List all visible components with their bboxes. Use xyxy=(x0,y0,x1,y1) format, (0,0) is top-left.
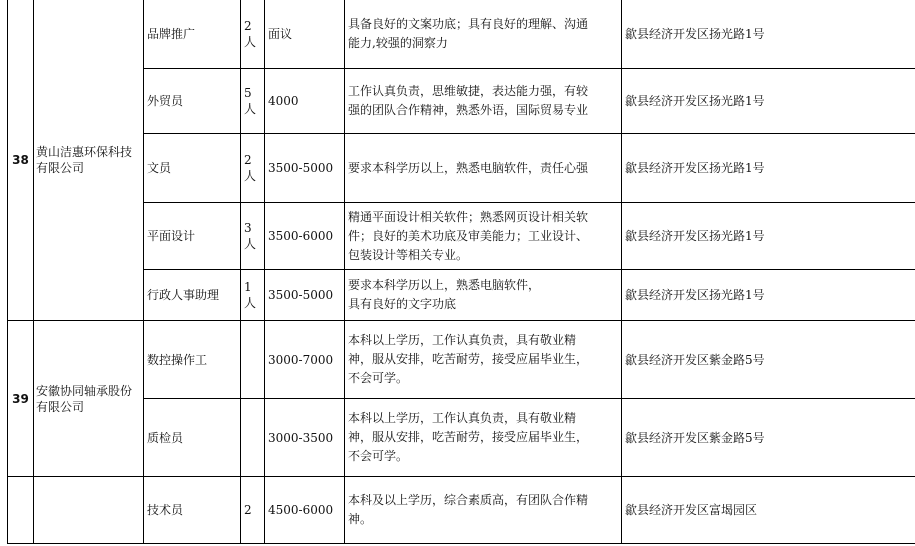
headcount: 1人 xyxy=(241,270,265,321)
job-title: 行政人事助理 xyxy=(144,270,241,321)
table-row xyxy=(8,321,915,399)
address: 歙县经济开发区扬光路1号 xyxy=(622,134,915,203)
salary: 面议 xyxy=(265,0,345,69)
headcount xyxy=(241,321,265,399)
job-title: 品牌推广 xyxy=(144,0,241,69)
headcount: 2 xyxy=(241,477,265,544)
table-row xyxy=(8,134,915,203)
requirements: 要求本科学历以上，熟悉电脑软件，责任心强 xyxy=(345,134,622,203)
address: 歙县经济开发区扬光路1号 xyxy=(622,69,915,134)
company-number xyxy=(8,477,34,544)
table-row xyxy=(8,203,915,270)
address: 歙县经济开发区扬光路1号 xyxy=(622,203,915,270)
requirements: 精通平面设计相关软件；熟悉网页设计相关软 件；良好的美术功底及审美能力；工业设计、 包装设计等相关专业。 xyxy=(345,203,622,270)
salary: 3000-3500 xyxy=(265,399,345,477)
job-title: 数控操作工 xyxy=(144,321,241,399)
headcount xyxy=(241,399,265,477)
requirements: 本科以上学历，工作认真负责，具有敬业精 神，服从安排，吃苦耐劳，接受应届毕业生， 不会可学。 xyxy=(345,399,622,477)
table-row xyxy=(8,477,915,544)
table-row xyxy=(8,0,915,69)
headcount: 2人 xyxy=(241,134,265,203)
company-name xyxy=(34,477,144,544)
address: 歙县经济开发区富堨园区 xyxy=(622,477,915,544)
salary: 4000 xyxy=(265,69,345,134)
headcount: 2人 xyxy=(241,0,265,69)
job-title: 质检员 xyxy=(144,399,241,477)
job-listing-table xyxy=(7,0,915,544)
salary: 3500-6000 xyxy=(265,203,345,270)
salary: 3500-5000 xyxy=(265,270,345,321)
company-name: 黄山洁惠环保科技有限公司 xyxy=(34,0,144,321)
job-title: 外贸员 xyxy=(144,69,241,134)
company-number: 39 xyxy=(8,321,34,477)
requirements: 本科以上学历，工作认真负责，具有敬业精 神，服从安排，吃苦耐劳，接受应届毕业生， 不会可学。 xyxy=(345,321,622,399)
headcount: 3人 xyxy=(241,203,265,270)
table-row xyxy=(8,270,915,321)
requirements: 本科及以上学历，综合素质高，有团队合作精 神。 xyxy=(345,477,622,544)
company-number: 38 xyxy=(8,0,34,321)
address: 歙县经济开发区扬光路1号 xyxy=(622,0,915,69)
table-row xyxy=(8,399,915,477)
requirements: 工作认真负责，思维敏捷，表达能力强，有较 强的团队合作精神，熟悉外语，国际贸易专业 xyxy=(345,69,622,134)
headcount: 5人 xyxy=(241,69,265,134)
address: 歙县经济开发区紫金路5号 xyxy=(622,321,915,399)
requirements: 具备良好的文案功底；具有良好的理解、沟通 能力,较强的洞察力 xyxy=(345,0,622,69)
address: 歙县经济开发区扬光路1号 xyxy=(622,270,915,321)
table-row xyxy=(8,69,915,134)
company-name: 安徽协同轴承股份有限公司 xyxy=(34,321,144,477)
salary: 4500-6000 xyxy=(265,477,345,544)
address: 歙县经济开发区紫金路5号 xyxy=(622,399,915,477)
job-title: 技术员 xyxy=(144,477,241,544)
salary: 3000-7000 xyxy=(265,321,345,399)
job-title: 文员 xyxy=(144,134,241,203)
requirements: 要求本科学历以上，熟悉电脑软件， 具有良好的文字功底 xyxy=(345,270,622,321)
salary: 3500-5000 xyxy=(265,134,345,203)
job-title: 平面设计 xyxy=(144,203,241,270)
